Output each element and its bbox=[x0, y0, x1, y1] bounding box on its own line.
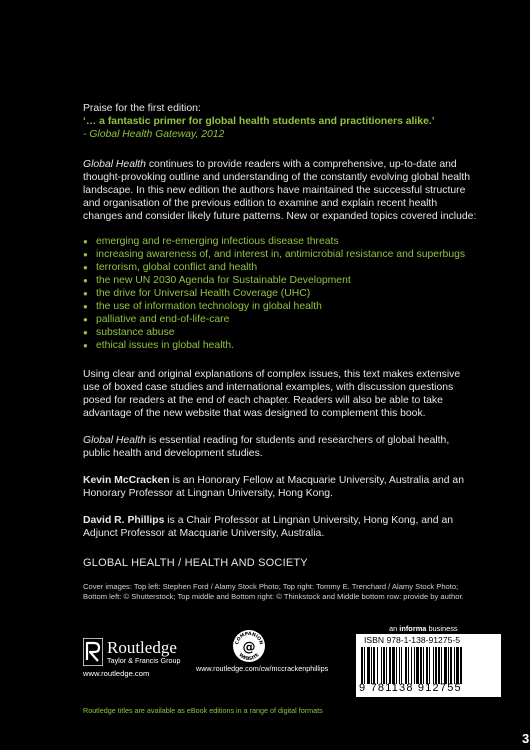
barcode-stripe bbox=[371, 647, 372, 684]
topics-list bbox=[83, 235, 478, 352]
barcode-stripe bbox=[361, 647, 363, 684]
barcode-stripe bbox=[411, 647, 412, 684]
corner-mark: 3 bbox=[522, 731, 530, 746]
list-item: ● the new UN 2030 Agenda for Sustainable Development bbox=[83, 274, 478, 287]
book-title: Global Health bbox=[83, 159, 146, 170]
book-title: Global Health bbox=[83, 435, 146, 446]
barcode-stripe bbox=[386, 647, 387, 684]
praise-quote: ‘… a fantastic primer for global health students and practitioners alike.’ bbox=[83, 116, 435, 127]
barcode-stripe bbox=[383, 647, 385, 684]
list-item: ● ethical issues in global health. bbox=[83, 339, 478, 352]
barcode-icon bbox=[361, 647, 495, 684]
list-item: ● substance abuse bbox=[83, 326, 478, 339]
barcode-stripe bbox=[429, 647, 430, 684]
barcode-stripe bbox=[381, 647, 382, 684]
author-bio-text: is a Chair Professor at Lingnan University, Hong Kong, and an Adjunct Professor at Macquarie University, Australia. bbox=[83, 515, 454, 539]
subject-category: GLOBAL HEALTH / HEALTH AND SOCIETY bbox=[83, 557, 308, 569]
list-item: ● increasing awareness of, and interest in, antimicrobial resistance and superbugs bbox=[83, 248, 478, 261]
cover-image-credits: Cover images: Top left: Stephen Ford / Alamy Stock Photo; Top right: Tommy E. Trenchard / Alamy Stock Photo; Bottom left: © Shutterstock; Top middle and Bottom right: © Thinkstock and Middle bottom row: provide by author. bbox=[83, 582, 464, 601]
barcode-stripe bbox=[392, 647, 395, 684]
blurb-content bbox=[83, 102, 478, 602]
barcode-stripe bbox=[426, 647, 428, 684]
praise-heading: Praise for the first edition: bbox=[83, 103, 201, 114]
audience-text: is essential reading for students and researchers of global health, public health and development studies. bbox=[83, 435, 450, 459]
barcode-stripe bbox=[405, 647, 407, 684]
barcode-stripe bbox=[450, 647, 452, 684]
barcode-stripe bbox=[444, 647, 447, 684]
author-name: Kevin McCracken bbox=[83, 475, 170, 486]
barcode-stripe bbox=[377, 647, 378, 684]
intro-text: continues to provide readers with a comprehensive, up-to-date and thought-provoking outline and understanding of the constantly evolving global health landscape. In this new edition the authors have maintained the successful structure and organisation of the previous edition to examine and explain recent health changes and consider likely future patterns. New or expanded topics covered include: bbox=[83, 159, 477, 222]
companion-website-url[interactable]: www.routledge.com/cw/mccrackenphillips bbox=[196, 664, 329, 673]
praise-source: - Global Health Gateway, 2012 bbox=[83, 129, 225, 140]
praise-block bbox=[83, 102, 478, 141]
publisher-url[interactable]: www.routledge.com bbox=[83, 669, 150, 678]
barcode-stripe bbox=[414, 647, 415, 684]
barcode-stripe bbox=[448, 647, 449, 684]
audience-paragraph bbox=[83, 434, 478, 460]
author-bio bbox=[83, 514, 478, 540]
list-item: ● emerging and re-emerging infectious disease threats bbox=[83, 235, 478, 248]
barcode-stripe bbox=[396, 647, 397, 684]
publisher-name: Routledge bbox=[107, 638, 177, 657]
companion-top-text: COMPANION bbox=[235, 631, 263, 646]
list-item: ● the drive for Universal Health Coverage (UHC) bbox=[83, 287, 478, 300]
barcode-stripe bbox=[389, 647, 391, 684]
list-item: ● the use of information technology in global health bbox=[83, 300, 478, 313]
barcode-stripe bbox=[435, 647, 437, 684]
author-bio bbox=[83, 474, 478, 500]
isbn-number: ISBN 978-1-138-91275-5 bbox=[364, 635, 461, 645]
barcode-stripe bbox=[367, 647, 370, 684]
barcode-stripe bbox=[438, 647, 440, 684]
barcode-number: 9 781138 912755 bbox=[359, 682, 462, 694]
barcode-stripe bbox=[364, 647, 365, 684]
barcode-stripe bbox=[373, 647, 375, 684]
list-item: ● terrorism, global conflict and health bbox=[83, 261, 478, 274]
barcode-stripe bbox=[420, 647, 422, 684]
barcode-stripe bbox=[441, 647, 442, 684]
barcode-stripe bbox=[408, 647, 409, 684]
intro-paragraph bbox=[83, 158, 478, 223]
informa-business-label: an informa business bbox=[389, 624, 458, 633]
barcode-stripe bbox=[460, 647, 462, 684]
barcode-stripe bbox=[423, 647, 424, 684]
routledge-logo-icon bbox=[83, 638, 103, 666]
author-name: David R. Phillips bbox=[83, 515, 165, 526]
list-item: ● palliative and end-of-life-care bbox=[83, 313, 478, 326]
barcode-stripe bbox=[399, 647, 400, 684]
companion-at-symbol: @ bbox=[242, 640, 256, 655]
author-bio-text: is an Honorary Fellow at Macquarie University, Australia and an Honorary Professor at Lingnan University, Hong Kong. bbox=[83, 475, 464, 499]
ebook-availability-note: Routledge titles are available as eBook editions in a range of digital formats bbox=[83, 706, 323, 715]
barcode-block bbox=[356, 634, 501, 697]
barcode-stripe bbox=[416, 647, 419, 684]
publisher-group: Taylor & Francis Group bbox=[107, 656, 181, 665]
barcode-stripe bbox=[454, 647, 455, 684]
companion-website-icon bbox=[232, 629, 266, 663]
barcode-stripe bbox=[401, 647, 402, 684]
barcode-stripe bbox=[456, 647, 459, 684]
companion-bottom-text: WEBSITE bbox=[237, 652, 261, 663]
barcode-stripe bbox=[433, 647, 434, 684]
methods-paragraph: Using clear and original explanations of complex issues, this text makes extensive use of boxed case studies and international examples, with discussion questions posed for readers at the end of each chapter. Readers will also be able to take advantage of the new website that was designed to complement this book. bbox=[83, 369, 461, 419]
